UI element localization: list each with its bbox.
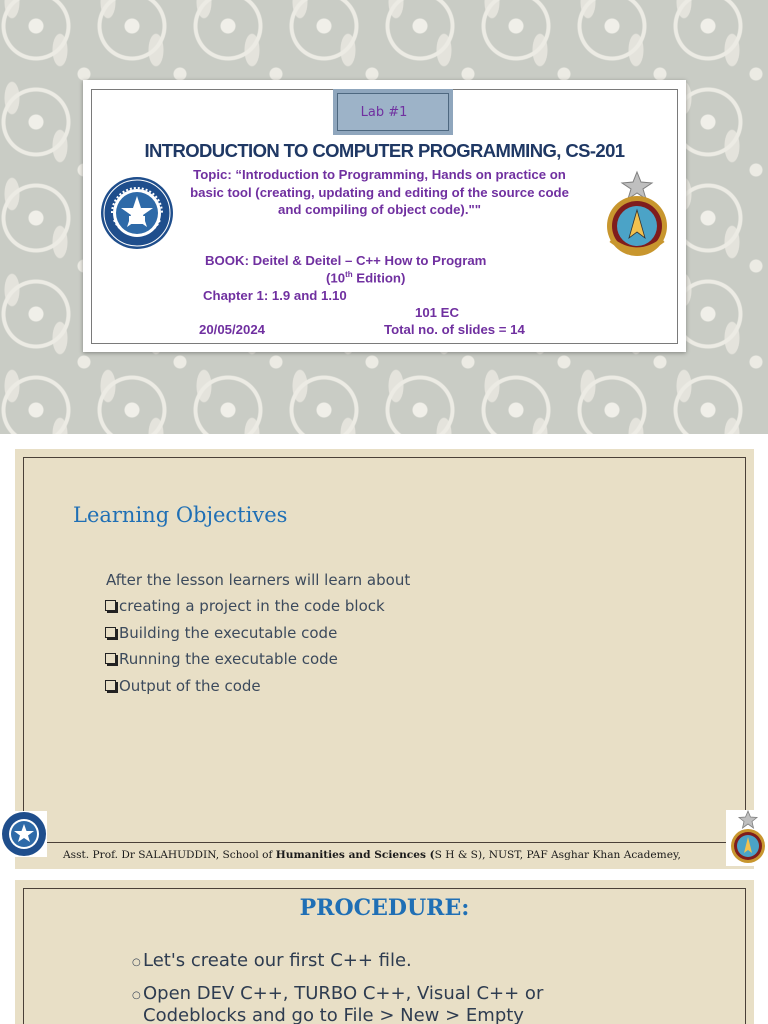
learning-objectives-intro: After the lesson learners will learn about — [106, 571, 411, 589]
learning-objectives-slide — [15, 449, 754, 869]
book-line: BOOK: Deitel & Deitel – C++ How to Program — [205, 253, 487, 268]
paf-academy-crest-small-icon — [726, 810, 768, 866]
checkbox-bullet-icon — [105, 653, 116, 664]
title-slide — [0, 0, 768, 434]
list-item: Output of the code — [105, 677, 385, 704]
title-card-border — [91, 89, 678, 344]
slides-count: Total no. of slides = 14 — [384, 322, 525, 337]
circle-bullet-icon: ○ — [132, 957, 141, 968]
paf-academy-crest-icon — [597, 170, 677, 260]
procedure-slide — [15, 880, 754, 1024]
circle-bullet-icon: ○ — [132, 990, 141, 1001]
nust-logo-small-icon — [1, 811, 47, 857]
course-title: INTRODUCTION TO COMPUTER PROGRAMMING, CS-201 — [144, 140, 625, 161]
date-line: 20/05/2024 — [199, 322, 266, 337]
topic-text: Topic: “Introduction to Programming, Hands on practice on basic tool (creating, updating and editing of the source code and compiling of object code)."" — [190, 167, 569, 217]
chapter-line: Chapter 1: 1.9 and 1.10 — [203, 288, 347, 303]
footer-credit: Asst. Prof. Dr SALAHUDDIN, School of Humanities and Sciences (S H & S), NUST, PAF Asghar Khan Academey, — [63, 849, 681, 861]
learning-objectives-title: Learning Objectives — [73, 503, 288, 527]
list-item: Building the executable code — [105, 624, 385, 651]
procedure-title: PROCEDURE: — [299, 895, 470, 921]
checkbox-bullet-icon — [105, 680, 116, 691]
checkbox-bullet-icon — [105, 600, 116, 611]
learning-objectives-list — [105, 597, 385, 703]
nust-logo-icon — [100, 176, 174, 250]
lab-tab — [333, 89, 453, 135]
class-line: 101 EC — [415, 305, 459, 320]
list-item: ○ Open DEV C++, TURBO C++, Visual C++ or Codeblocks and go to File > New > Empty — [132, 983, 602, 1024]
list-item: ○ Let's create our first C++ file. — [132, 950, 602, 974]
book-edition: (10th Edition) — [326, 270, 406, 286]
list-item: Running the executable code — [105, 650, 385, 677]
procedure-list — [132, 950, 602, 1024]
checkbox-bullet-icon — [105, 627, 116, 638]
list-item: creating a project in the code block — [105, 597, 385, 624]
title-card — [83, 80, 686, 352]
lab-label: Lab #1 — [337, 93, 449, 131]
